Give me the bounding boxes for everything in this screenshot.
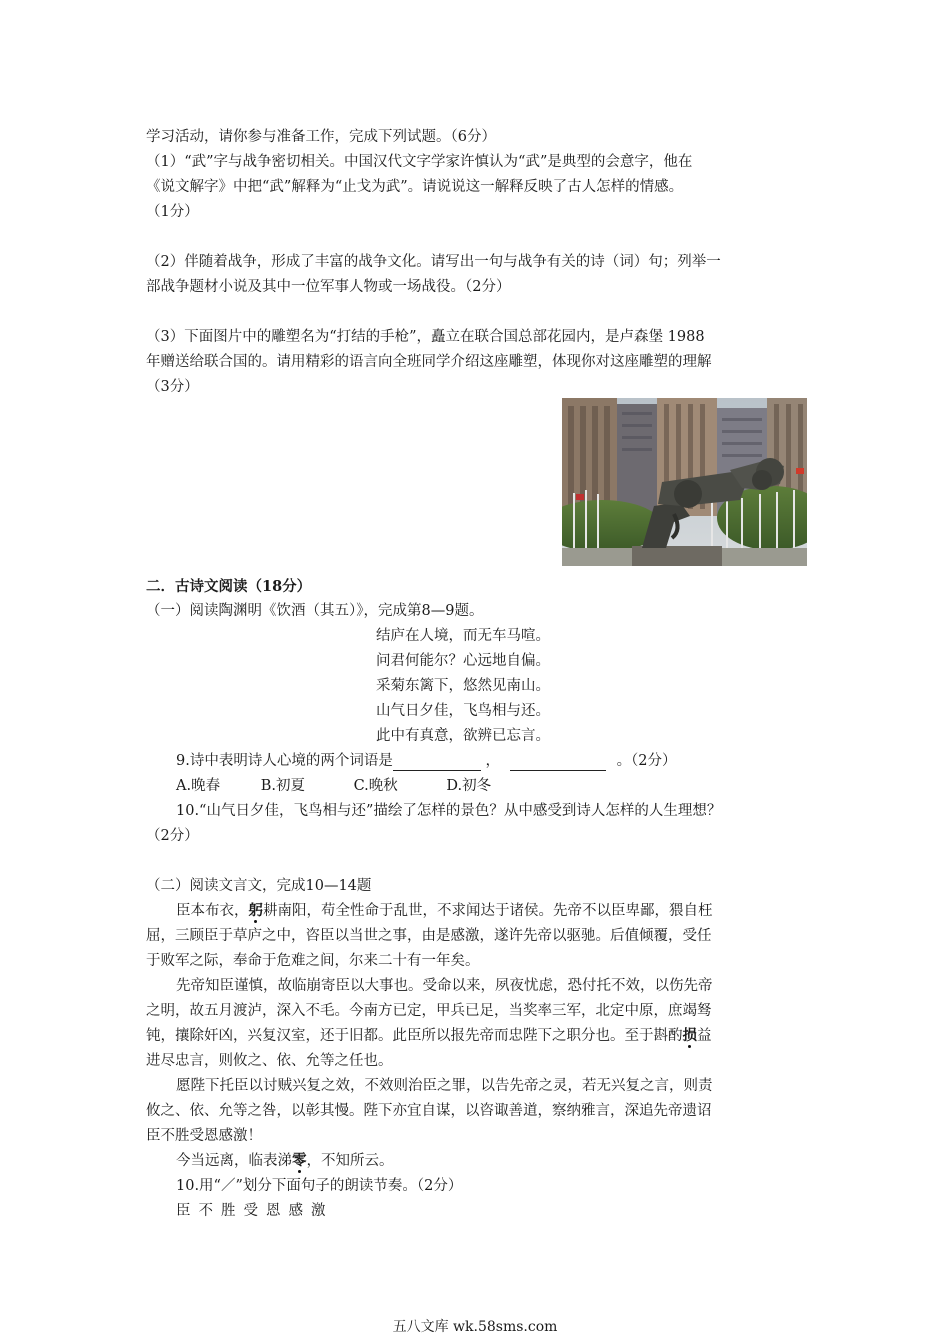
poem-line-5: 此中有真意，欲辨已忘言。: [376, 728, 550, 744]
question-1-line-1: （1）“武”字与战争密切相关。中国汉代文字学家许慎认为“武”是典型的会意字，他在: [146, 154, 693, 170]
emphasized-char: 损: [682, 1027, 697, 1044]
question-2-line-1: （2）伴随着战争，形成了丰富的战争文化。请写出一句与战争有关的诗（词）句；列举一: [146, 254, 721, 270]
question-2-line-2: 部战争题材小说及其中一位军事人物或一场战役。（2分）: [146, 279, 511, 295]
question-9-comma: ，: [485, 753, 500, 769]
passage-text: 今当远离，临表涕: [176, 1153, 292, 1169]
question-3-line-3: （3分）: [146, 379, 199, 395]
question-9-text: 9.诗中表明诗人心境的两个词语是: [176, 753, 393, 769]
question-10b-line: 10.用“／”划分下面句子的朗读节奏。（2分）: [176, 1178, 463, 1194]
passage-p2-line-3: [146, 1026, 712, 1046]
question-10-line-1: 10.“山气日夕佳，飞鸟相与还”描绘了怎样的景色？从中感受到诗人怎样的人生理想？: [176, 803, 722, 819]
option-a[interactable]: A.晚春: [176, 778, 221, 794]
rhythm-sentence: 臣不胜受恩感激: [176, 1203, 334, 1219]
passage-p1-line-3: 于败军之际，奉命于危难之间，尔来二十有一年矣。: [146, 953, 480, 969]
subsection-1-heading: （一）阅读陶渊明《饮酒（其五）》，完成第8—9题。: [146, 603, 484, 619]
question-3-line-1: （3）下面图片中的雕塑名为“打结的手枪”，矗立在联合国总部花园内，是卢森堡 1988: [146, 329, 705, 345]
question-9-score: 。（2分）: [616, 753, 677, 769]
question-10-line-2: （2分）: [146, 828, 199, 844]
knotted-gun-sculpture-photo: [562, 398, 807, 566]
option-b[interactable]: B.初夏: [260, 778, 305, 794]
passage-p1-line-1: [176, 901, 713, 921]
passage-p4-line-1: [176, 1151, 394, 1171]
poem-line-3: 采菊东篱下，悠然见南山。: [376, 678, 550, 694]
question-1-line-2: 《说文解字》中把“武”解释为“止戈为武”。请说说这一解释反映了古人怎样的情感。: [146, 179, 684, 195]
passage-text: 臣本布衣，: [176, 903, 249, 919]
question-3-line-2: 年赠送给联合国的。请用精彩的语言向全班同学介绍这座雕塑，体现你对这座雕塑的理解: [146, 354, 712, 370]
passage-p1-line-2: 屈，三顾臣于草庐之中，咨臣以当世之事，由是感激，遂许先帝以驱驰。后值倾覆，受任: [146, 928, 712, 944]
subsection-2-heading: （二）阅读文言文，完成10—14题: [146, 878, 372, 894]
passage-p2-line-2: 之明，故五月渡泸，深入不毛。今南方已定，甲兵已足，当奖率三军，北定中原，庶竭驽: [146, 1003, 712, 1019]
poem-line-2: 问君何能尔？心远地自偏。: [376, 653, 550, 669]
passage-p3-line-3: 臣不胜受恩感激！: [146, 1128, 262, 1144]
section-2-heading: 二．古诗文阅读（18分）: [146, 578, 312, 595]
emphasized-char: 零: [292, 1152, 307, 1169]
emphasized-char: 躬: [248, 902, 263, 919]
passage-p3-line-1: 愿陛下托臣以讨贼兴复之效，不效则治臣之罪，以告先帝之灵，若无兴复之言，则责: [176, 1078, 713, 1094]
option-c[interactable]: C.晚秋: [353, 778, 398, 794]
passage-text: 钝，攘除奸凶，兴复汉室，还于旧都。此臣所以报先帝而忠陛下之职分也。至于斟酌: [146, 1028, 683, 1044]
passage-text: ，不知所云。: [306, 1153, 394, 1169]
passage-p2-line-1: 先帝知臣谨慎，故临崩寄臣以大事也。受命以来，夙夜忧虑，恐付托不效，以伤先帝: [176, 978, 713, 994]
question-9: [176, 751, 677, 771]
poem-line-1: 结庐在人境，而无车马喧。: [376, 628, 550, 644]
passage-text: 益: [697, 1028, 712, 1044]
poem-line-4: 山气日夕佳，飞鸟相与还。: [376, 703, 550, 719]
passage-p2-line-4: 进尽忠言，则攸之、依、允等之任也。: [146, 1053, 393, 1069]
option-d[interactable]: D.初冬: [446, 778, 492, 794]
question-1-line-3: （1分）: [146, 204, 199, 220]
passage-p3-line-2: 攸之、依、允等之咎，以彰其慢。陛下亦宜自谋，以咨诹善道，察纳雅言，深追先帝遗诏: [146, 1103, 712, 1119]
choice-options: [176, 776, 491, 796]
answer-blank-1[interactable]: [393, 754, 481, 771]
intro-line: 学习活动，请你参与准备工作，完成下列试题。（6分）: [146, 129, 496, 145]
passage-text: 耕南阳，苟全性命于乱世，不求闻达于诸侯。先帝不以臣卑鄙，猥自枉: [263, 903, 713, 919]
answer-blank-2[interactable]: [510, 754, 606, 771]
footer-watermark: 五八文库 wk.58sms.com: [392, 1319, 558, 1335]
